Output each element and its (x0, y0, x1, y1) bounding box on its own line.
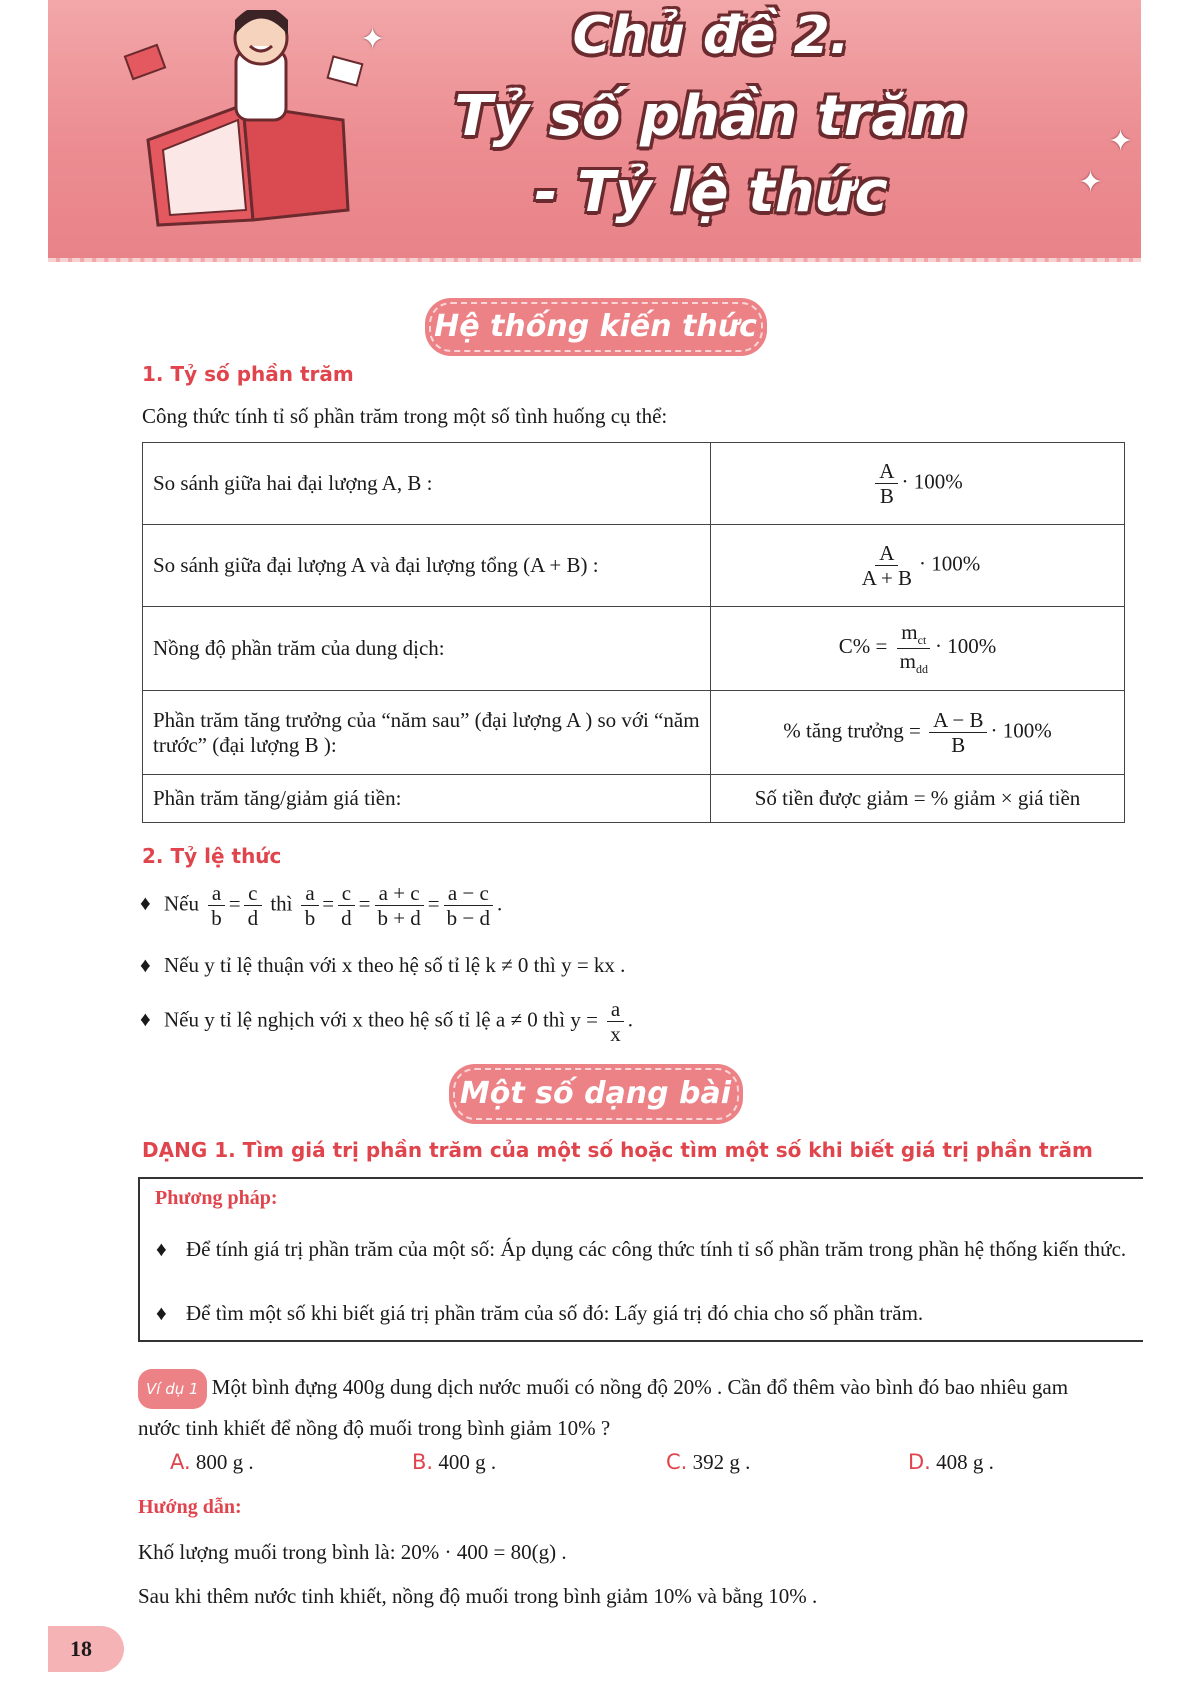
bullet-direct-proportion: ♦ Nếu y tỉ lệ thuận với x theo hệ số tỉ lệ k ≠ 0 thì y = kx . (140, 953, 626, 977)
table-intro: Công thức tính tỉ số phần trăm trong một số tình huống cụ thể: (142, 404, 668, 428)
table-row (143, 691, 1125, 775)
formula-table (142, 442, 1125, 823)
table-row (143, 525, 1125, 607)
chapter-number: Chủ đề 2. (572, 6, 850, 66)
choice-b: B. 400 g . (412, 1450, 497, 1474)
section-pill-knowledge: Hệ thống kiến thức (429, 302, 763, 352)
chapter-title-line-2: - Tỷ lệ thức (534, 160, 888, 225)
bullet-inverse-proportion: ♦ Nếu y tỉ lệ nghịch với x theo hệ số tỉ lệ a ≠ 0 thì y = $\frac{a}{x}$ . (140, 997, 633, 1047)
formula-ratio-total: $\frac{A}{A + B}$ · 100% (711, 525, 1125, 607)
formula-concentration: C% = $\frac{m_{ct}}{m_{dd}}$ · 100% (711, 607, 1125, 691)
choice-a: A. 800 g . (170, 1450, 254, 1474)
method-title: Phương pháp: (155, 1187, 278, 1209)
guide-line-1: Khố lượng muối trong bình là: 20% · 400 = 80(g) . (138, 1540, 567, 1564)
method-point-2: ♦ Để tìm một số khi biết giá trị phần trăm của số đó: Lấy giá trị đó chia cho số phần trăm. (156, 1301, 924, 1325)
table-row (143, 607, 1125, 691)
row-label: So sánh giữa đại lượng A và đại lượng tổng (A + B) : (143, 525, 711, 607)
bullet-proportion-rule: ♦ Nếu $\frac{a}{b}$ = $\frac{c}{d}$ thì $\frac{a}{b}$ = $\frac{c}{d}$ = $\frac{a + c}{b + d}$ = $\frac{a - c}{b - d}$ . (140, 881, 503, 931)
chapter-banner (48, 0, 1141, 262)
method-box (138, 1177, 1143, 1342)
example-1: Ví dụ 1 Một bình đựng 400g dung dịch nước muối có nồng độ 20% . Cần đổ thêm vào bình đó bao nhiêu gam nước tinh khiết để nồng độ muối trong bình giảm 10% ? (138, 1368, 1141, 1447)
guide-line-2: Sau khi thêm nước tinh khiết, nồng độ muối trong bình giảm 10% và bằng 10% . (138, 1584, 818, 1608)
chapter-title-line-1: Tỷ số phần trăm (454, 84, 968, 149)
row-label: So sánh giữa hai đại lượng A, B : (143, 443, 711, 525)
girl-on-book-illustration (118, 10, 378, 230)
table-row (143, 775, 1125, 823)
table-row (143, 443, 1125, 525)
row-label: Phần trăm tăng/giảm giá tiền: (143, 775, 711, 823)
choice-c: C. 392 g . (666, 1450, 751, 1474)
formula-discount: Số tiền được giảm = % giảm × giá tiền (711, 775, 1125, 823)
guide-title: Hướng dẫn: (138, 1496, 242, 1518)
sparkle-icon: ✦ (360, 23, 386, 56)
page-number: 18 (48, 1626, 124, 1672)
heading-percent-ratio: 1. Tỷ số phần trăm (142, 362, 354, 386)
section-pill-exercise-types: Một số dạng bài (453, 1068, 739, 1120)
example-badge: Ví dụ 1 (138, 1369, 207, 1409)
row-label: Phần trăm tăng trưởng của “năm sau” (đại lượng A ) so với “năm trước” (đại lượng B ): (143, 691, 711, 775)
formula-growth: % tăng trưởng = $\frac{A - B}{B}$ · 100% (711, 691, 1125, 775)
heading-proportion: 2. Tỷ lệ thức (142, 844, 282, 868)
sparkle-icon: ✦ (1108, 125, 1134, 158)
sparkle-icon: ✦ (1078, 166, 1104, 199)
heading-dang-1: DẠNG 1. Tìm giá trị phần trăm của một số hoặc tìm một số khi biết giá trị phần trăm (142, 1138, 1093, 1162)
method-point-1: ♦ Để tính giá trị phần trăm của một số: Áp dụng các công thức tính tỉ số phần trăm trong phần hệ thống kiến thức. (156, 1237, 1127, 1261)
formula-ratio: $\frac{A}{B}$ · 100% (711, 443, 1125, 525)
choice-d: D. 408 g . (908, 1450, 994, 1474)
row-label: Nồng độ phần trăm của dung dịch: (143, 607, 711, 691)
